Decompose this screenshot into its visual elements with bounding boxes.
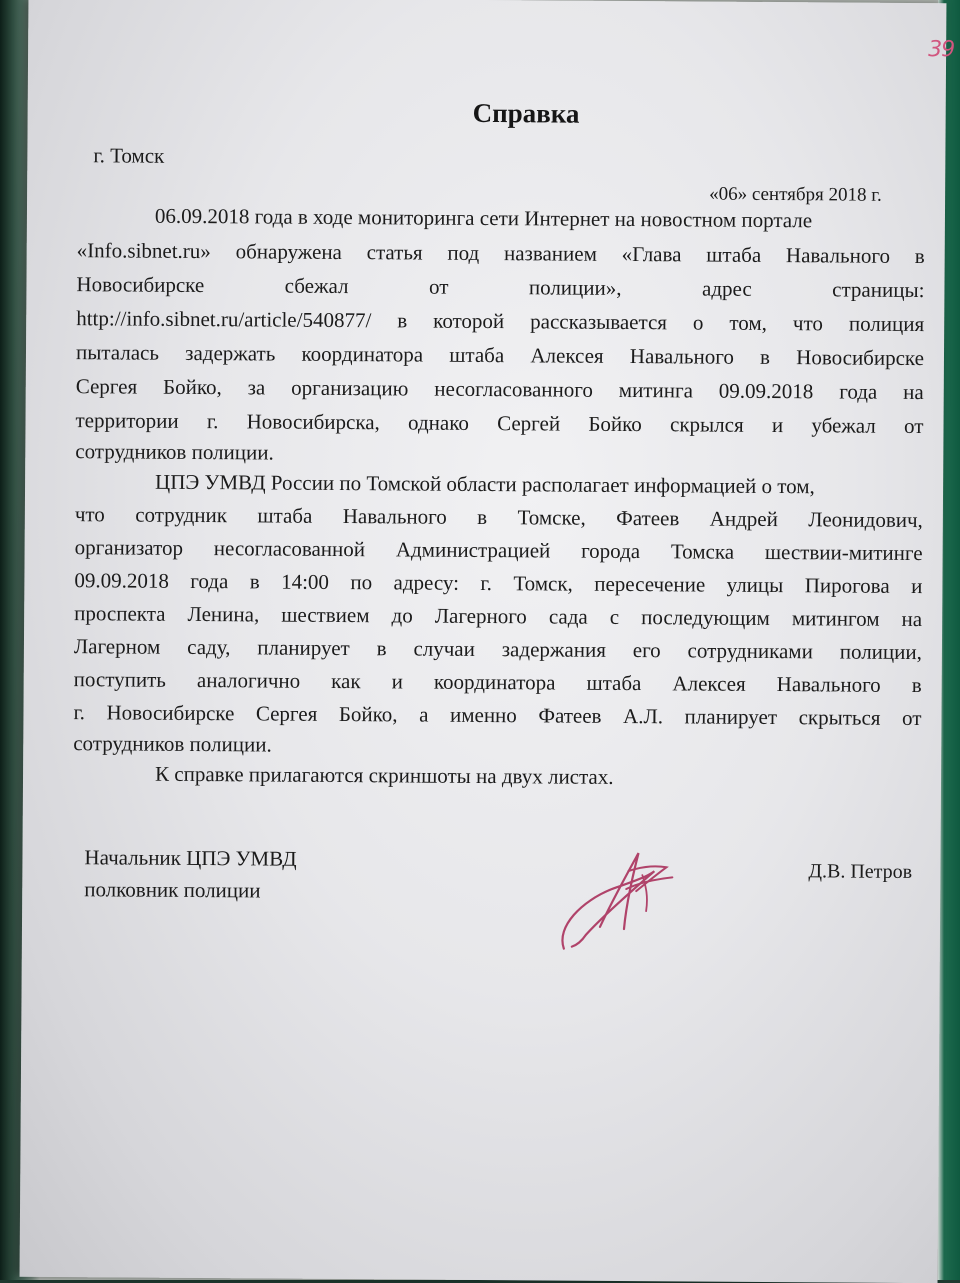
body-line: организатор несогласованной Администрацией города Томска шествии-митинге bbox=[74, 535, 923, 566]
body-line: http://info.sibnet.ru/article/540877/ в которой рассказывается о том, что полиция bbox=[76, 306, 925, 337]
body-line: «Info.sibnet.ru» обнаружена статья под названием «Глава штаба Навального в bbox=[76, 238, 925, 269]
signatory-rank: полковник полиции bbox=[84, 877, 261, 903]
body-line: К справке прилагаются скриншоты на двух листах. bbox=[154, 761, 614, 789]
page-number: 39 bbox=[928, 37, 955, 63]
body-line: что сотрудник штаба Навального в Томске, Фатеев Андрей Леонидович, bbox=[74, 502, 923, 533]
body-line: поступить аналогично как и координатора штаба Алексея Навального в bbox=[73, 667, 922, 698]
body-line: территории г. Новосибирска, однако Сергей Бойко скрылся и убежал от bbox=[75, 408, 924, 439]
body-line: Новосибирске сбежал от полиции», адрес страницы: bbox=[76, 272, 925, 303]
body-line: г. Новосибирске Сергея Бойко, а именно Фатеев А.Л. планирует скрыться от bbox=[73, 700, 922, 731]
body-line: ЦПЭ УМВД России по Томской области располагает информацией о том, bbox=[155, 469, 815, 499]
body-line: Сергея Бойко, за организацию несогласованного митинга 09.09.2018 года на bbox=[75, 374, 924, 405]
body-line: пыталась задержать координатора штаба Алексея Навального в Новосибирске bbox=[75, 340, 925, 371]
signatory-name: Д.В. Петров bbox=[808, 860, 913, 884]
body-line: 06.09.2018 года в ходе мониторинга сети Интернет на новостном портале bbox=[154, 203, 813, 233]
body-line: Лагерном саду, планирует в случаи задержания его сотрудниками полиции, bbox=[73, 634, 923, 665]
body-line: 09.09.2018 года в 14:00 по адресу: г. Томск, пересечение улицы Пирогова и bbox=[74, 568, 923, 599]
body-line: проспекта Ленина, шествием до Лагерного сада с последующим митингом на bbox=[74, 601, 923, 632]
body-line: сотрудников полиции. bbox=[75, 439, 274, 465]
handwritten-signature bbox=[542, 830, 693, 961]
signatory-position: Начальник ЦПЭ УМВД bbox=[84, 845, 297, 871]
document-city: г. Томск bbox=[93, 143, 165, 168]
document-date: «06» сентября 2018 г. bbox=[709, 183, 882, 206]
body-line: сотрудников полиции. bbox=[73, 731, 272, 757]
document-page bbox=[20, 0, 955, 1283]
document-title: Справка bbox=[472, 97, 580, 129]
